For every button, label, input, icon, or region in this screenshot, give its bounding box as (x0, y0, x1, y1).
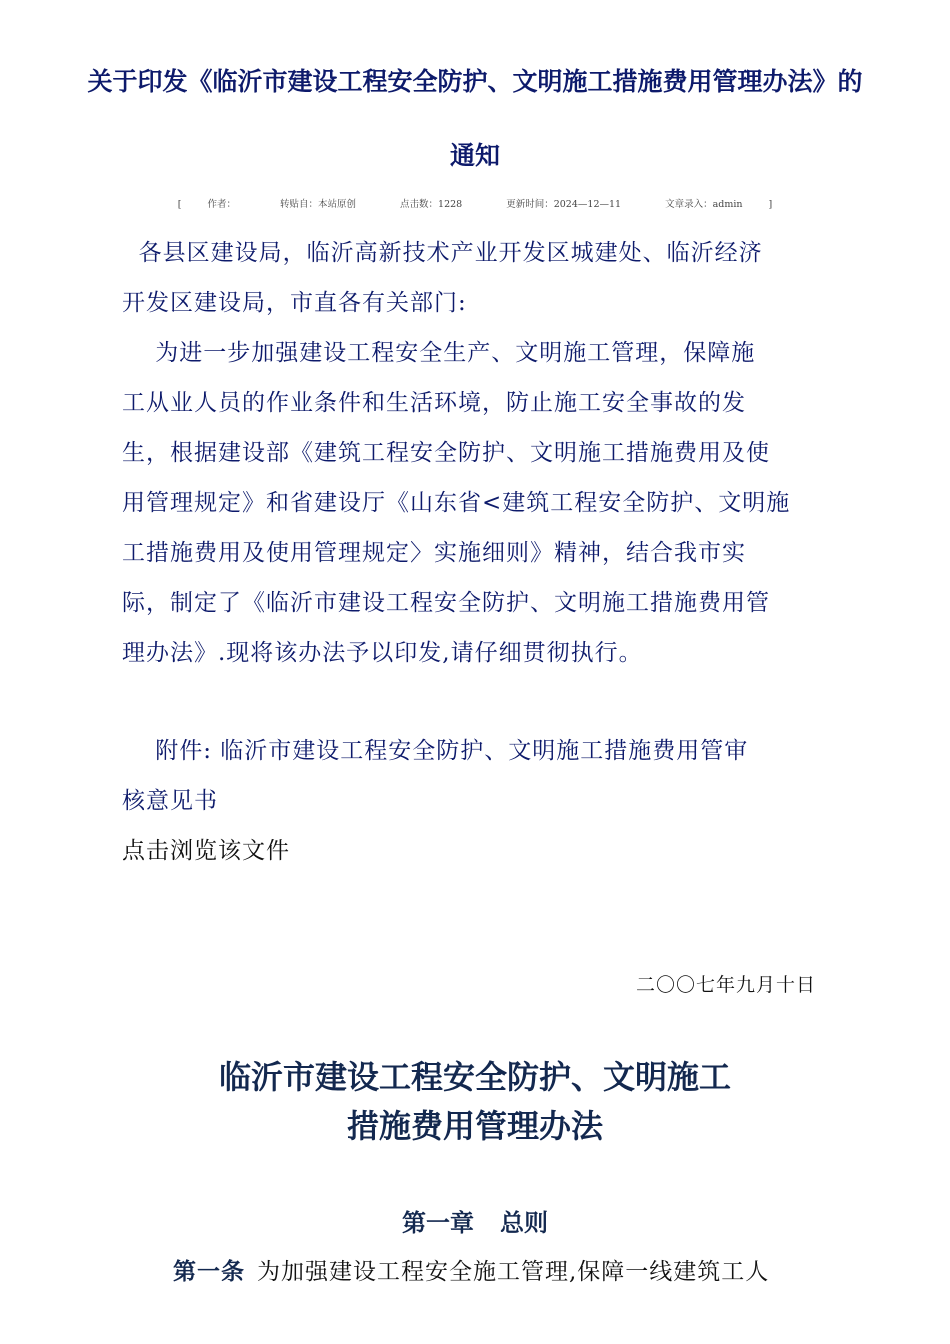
body-line-4: 工从业人员的作业条件和生活环境，防止施工安全事故的发 (122, 390, 746, 416)
article-1 (173, 1253, 769, 1286)
article-text: 为加强建设工程安全施工管理,保障一线建筑工人 (257, 1259, 770, 1285)
body-line-2: 开发区建设局，市直各有关部门: (122, 290, 467, 316)
document-title-line-1: 临沂市建设工程安全防护、文明施工 (218, 1058, 731, 1096)
body-line-8: 际，制定了《临沂市建设工程安全防护、文明施工措施费用管 (122, 590, 770, 616)
body-line-5: 生，根据建设部《建筑工程安全防护、文明施工措施费用及使 (122, 440, 770, 466)
notice-title-line-2: 通知 (449, 141, 500, 170)
meta-editor: 文章录入：admin (665, 199, 743, 210)
meta-close-bracket: ] (768, 199, 773, 210)
body-line-1: 各县区建设局，临沂高新技术产业开发区城建处、临沂经济 (122, 240, 763, 266)
meta-source: 转贴自：本站原创 (280, 199, 357, 210)
meta-hits: 点击数：1228 (400, 199, 463, 210)
issue-date: 二〇〇七年九月十日 (636, 974, 817, 996)
notice-title-line-1: 关于印发《临沂市建设工程安全防护、文明施工措施费用管理办法》的 (87, 67, 863, 96)
chapter-name: 总则 (500, 1209, 548, 1237)
meta-open-bracket: [ (177, 199, 182, 210)
body-line-7: 工措施费用及使用管理规定〉实施细则》精神，结合我市实 (122, 540, 746, 566)
meta-author: 作者： (207, 199, 237, 210)
body-line-9: 理办法》.现将该办法予以印发,请仔细贯彻执行。 (122, 640, 643, 666)
article-meta (0, 196, 950, 210)
chapter-number: 第一章 (402, 1209, 474, 1237)
body-line-6: 用管理规定》和省建设厅《山东省<建筑工程安全防护、文明施 (122, 490, 791, 516)
body-line-3: 为进一步加强建设工程安全生产、文明施工管理，保障施 (122, 340, 756, 366)
attachment-line-2: 核意见书 (122, 788, 218, 814)
chapter-heading (0, 1203, 950, 1238)
browse-file-link[interactable]: 点击浏览该文件 (122, 838, 290, 864)
attachment-line-1: 附件: 临沂市建设工程安全防护、文明施工措施费用管审 (122, 738, 749, 764)
meta-updated: 更新时间：2024—12—11 (506, 199, 622, 210)
document-title-line-2: 措施费用管理办法 (346, 1107, 603, 1145)
article-number: 第一条 (173, 1259, 245, 1285)
